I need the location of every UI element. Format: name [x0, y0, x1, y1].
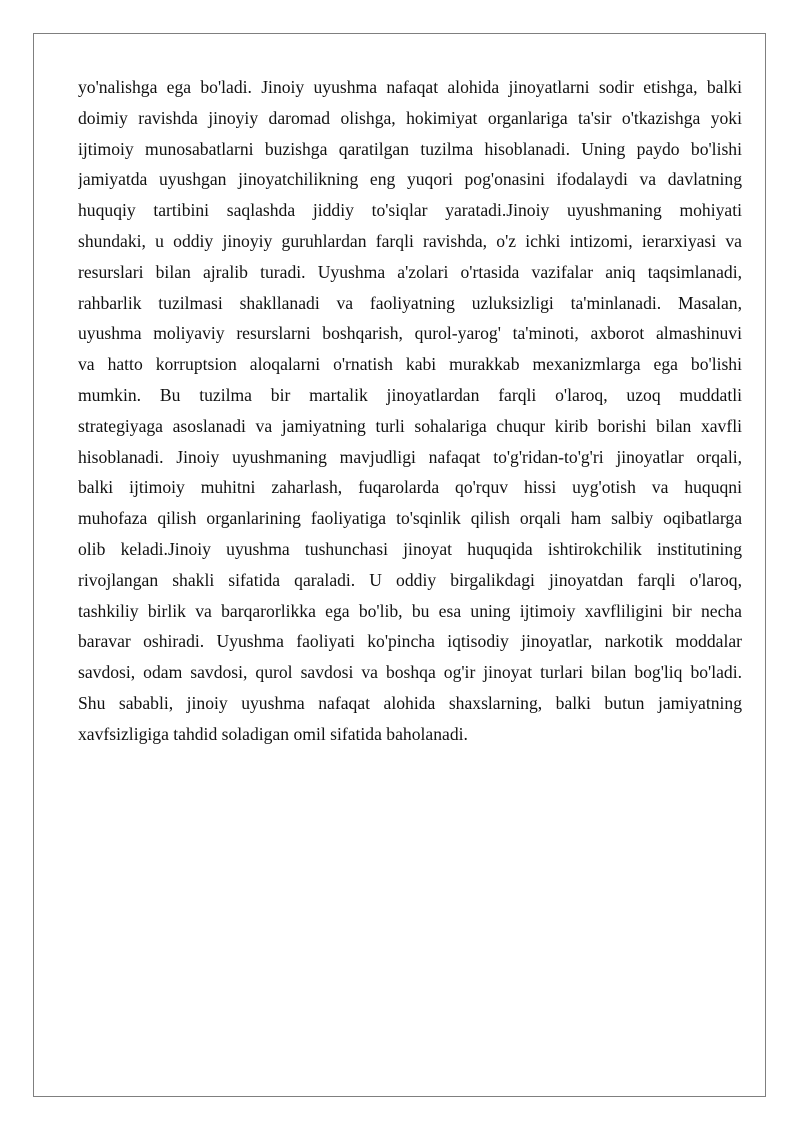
text-line: rahbarlik tuzilmasi shakllanadi va faoliyatning uzluksizligi ta'minlanadi. Masalan,: [78, 292, 742, 313]
text-line: yo'nalishga ega bo'ladi. Jinoiy uyushma nafaqat alohida jinoyatlarni sodir etishga, balki: [78, 77, 742, 97]
text-line: baravar oshiradi. Uyushma faoliyati ko'pincha iqtisodiy jinoyatlar, narkotik moddalar: [78, 631, 742, 652]
text-line: hisoblanadi. Jinoiy uyushmaning mavjudligi nafaqat to'g'ridan-to'g'ri jinoyatlar orqali,: [78, 446, 742, 467]
body-paragraph: [78, 72, 742, 750]
text-line: olib keladi.Jinoiy uyushma tushunchasi jinoyat huquqida ishtirokchilik institutining: [78, 538, 742, 559]
text-line: uyushma moliyaviy resurslarni boshqarish, qurol-yarog' ta'minoti, axborot almashinuvi: [78, 323, 742, 344]
text-line: Shu sababli, jinoiy uyushma nafaqat alohida shaxslarning, balki butun jamiyatning: [78, 692, 742, 713]
text-line: doimiy ravishda jinoyiy daromad olishga, hokimiyat organlariga ta'sir o'tkazishga yoki: [78, 107, 742, 128]
text-line: resurslari bilan ajralib turadi. Uyushma a'zolari o'rtasida vazifalar aniq taqsimlanadi,: [78, 261, 742, 282]
text-line: ijtimoiy munosabatlarni buzishga qaratilgan tuzilma hisoblanadi. Uning paydo bo'lishi: [78, 138, 742, 159]
text-line: muhofaza qilish organlarining faoliyatiga to'sqinlik qilish orqali ham salbiy oqibatlarga: [78, 508, 742, 529]
text-line: tashkiliy birlik va barqarorlikka ega bo'lib, bu esa uning ijtimoiy xavfliligini bir necha: [78, 600, 742, 621]
text-line: jamiyatda uyushgan jinoyatchilikning eng yuqori pog'onasini ifodalaydi va davlatning: [78, 169, 742, 190]
text-line: savdosi, odam savdosi, qurol savdosi va boshqa og'ir jinoyat turlari bilan bog'liq bo'ladi.: [78, 662, 742, 683]
text-line: rivojlangan shakli sifatida qaraladi. U oddiy birgalikdagi jinoyatdan farqli o'laroq,: [78, 569, 742, 590]
text-line: huquqiy tartibini saqlashda jiddiy to'siqlar yaratadi.Jinoiy uyushmaning mohiyati: [78, 200, 742, 221]
text-line: mumkin. Bu tuzilma bir martalik jinoyatlardan farqli o'laroq, uzoq muddatli: [78, 384, 742, 405]
text-line: balki ijtimoiy muhitni zaharlash, fuqarolarda qo'rquv hissi uyg'otish va huquqni: [78, 477, 742, 498]
text-line: shundaki, u oddiy jinoyiy guruhlardan farqli ravishda, o'z ichki intizomi, ierarxiyasi va: [78, 230, 742, 251]
text-line: strategiyaga asoslanadi va jamiyatning turli sohalariga chuqur kirib borishi bilan xavfli: [78, 415, 742, 436]
text-line: va hatto korruptsion aloqalarni o'rnatish kabi murakkab mexanizmlarga ega bo'lishi: [78, 354, 742, 375]
text-line: xavfsizligiga tahdid soladigan omil sifatida baholanadi.: [78, 723, 468, 744]
